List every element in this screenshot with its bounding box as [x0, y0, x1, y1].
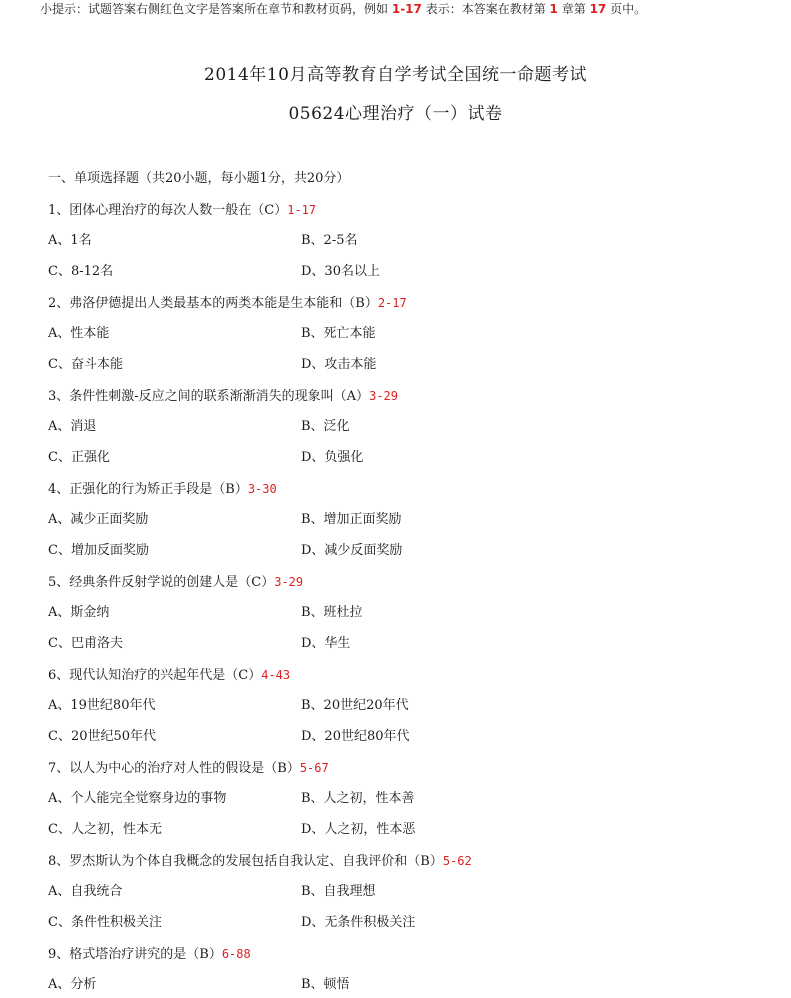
- question-5: [48, 573, 303, 592]
- tip-chapter: 1: [549, 2, 558, 16]
- answer-ref: 5-62: [442, 854, 472, 868]
- question-9: [48, 945, 251, 964]
- question-8: [48, 852, 472, 871]
- option-a: A、消退: [48, 419, 97, 434]
- question-text: 7、以人为中心的治疗对人性的假设是（B）: [48, 761, 300, 776]
- option-b: B、人之初，性本善: [301, 791, 415, 806]
- option-d: D、30名以上: [301, 264, 380, 279]
- option-a: A、性本能: [48, 326, 110, 341]
- option-b: B、20世纪20年代: [301, 698, 409, 713]
- option-a: A、斯金纳: [48, 605, 110, 620]
- question-text: 5、经典条件反射学说的创建人是（C）: [48, 575, 275, 590]
- question-3: [48, 387, 398, 406]
- question-text: 3、条件性刺激-反应之间的联系渐渐消失的现象叫（A）: [48, 389, 370, 404]
- option-c: C、正强化: [48, 450, 110, 465]
- option-d: D、攻击本能: [301, 357, 377, 372]
- option-d: D、人之初，性本恶: [301, 822, 416, 837]
- paper-title: 05624心理治疗（一）试卷: [288, 104, 503, 124]
- option-a: A、个人能完全觉察身边的事物: [48, 791, 227, 806]
- option-b: B、自我理想: [301, 884, 376, 899]
- option-c: C、8-12名: [48, 264, 114, 279]
- question-2: [48, 294, 407, 313]
- option-b: B、班杜拉: [301, 605, 363, 620]
- option-c: C、增加反面奖励: [48, 543, 149, 558]
- question-7: [48, 759, 329, 778]
- option-c: C、条件性积极关注: [48, 915, 162, 930]
- option-c: C、奋斗本能: [48, 357, 123, 372]
- exam-title: 2014年10月高等教育自学考试全国统一命题考试: [204, 65, 587, 85]
- option-c: C、20世纪50年代: [48, 729, 157, 744]
- tip-page: 17: [589, 2, 607, 16]
- option-b: B、泛化: [301, 419, 350, 434]
- option-a: A、自我统合: [48, 884, 123, 899]
- question-text: 1、团体心理治疗的每次人数一般在（C）: [48, 203, 288, 218]
- option-c: C、人之初，性本无: [48, 822, 162, 837]
- option-d: D、20世纪80年代: [301, 729, 410, 744]
- answer-ref: 6-88: [221, 947, 251, 961]
- answer-ref: 3-29: [369, 389, 398, 403]
- tip-page-suffix: 页中。: [610, 2, 647, 16]
- question-6: [48, 666, 290, 685]
- option-b: B、增加正面奖励: [301, 512, 402, 527]
- option-d: D、负强化: [301, 450, 364, 465]
- answer-ref: 3-30: [247, 482, 277, 496]
- option-c: C、巴甫洛夫: [48, 636, 123, 651]
- option-d: D、减少反面奖励: [301, 543, 403, 558]
- tip-chapter-suffix: 章第: [561, 2, 586, 16]
- option-b: B、2-5名: [301, 233, 358, 248]
- tip-banner: [40, 0, 646, 18]
- section-heading: 一、单项选择题（共20小题，每小题1分，共20分）: [48, 171, 350, 186]
- answer-ref: 1-17: [287, 203, 317, 217]
- answer-ref: 2-17: [377, 296, 407, 310]
- tip-middle: 表示：本答案在教材第: [425, 2, 546, 16]
- option-a: A、19世纪80年代: [48, 698, 156, 713]
- option-a: A、1名: [48, 233, 92, 248]
- question-4: [48, 480, 277, 499]
- question-text: 4、正强化的行为矫正手段是（B）: [48, 482, 248, 497]
- tip-example: 1-17: [391, 2, 422, 16]
- option-b: B、顿悟: [301, 977, 350, 992]
- option-d: D、无条件积极关注: [301, 915, 416, 930]
- option-d: D、华生: [301, 636, 351, 651]
- option-a: A、减少正面奖励: [48, 512, 149, 527]
- tip-prefix: 小提示：试题答案右侧红色文字是答案所在章节和教材页码，例如: [40, 2, 389, 16]
- answer-ref: 5-67: [299, 761, 329, 775]
- option-a: A、分析: [48, 977, 97, 992]
- question-text: 8、罗杰斯认为个体自我概念的发展包括自我认定、自我评价和（B）: [48, 854, 443, 869]
- question-text: 9、格式塔治疗讲究的是（B）: [48, 947, 222, 962]
- question-text: 2、弗洛伊德提出人类最基本的两类本能是生本能和（B）: [48, 296, 378, 311]
- question-text: 6、现代认知治疗的兴起年代是（C）: [48, 668, 262, 683]
- option-b: B、死亡本能: [301, 326, 376, 341]
- answer-ref: 3-29: [274, 575, 304, 589]
- question-1: [48, 201, 316, 220]
- answer-ref: 4-43: [261, 668, 291, 682]
